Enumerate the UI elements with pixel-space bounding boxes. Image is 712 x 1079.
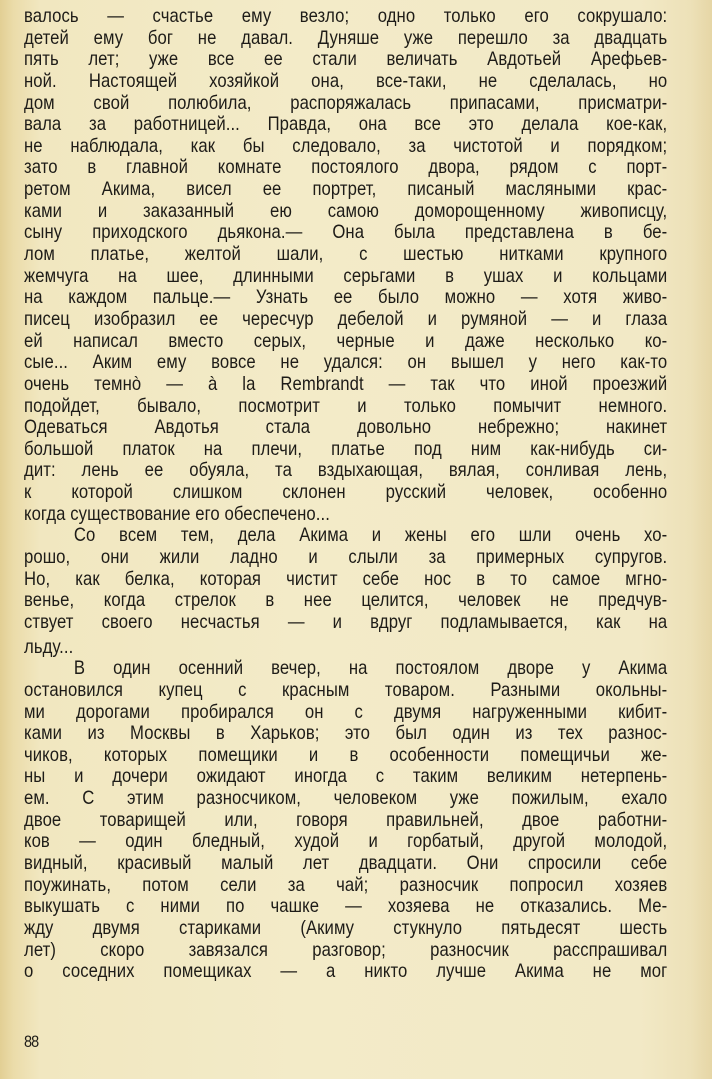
text-line: сые... Аким ему вовсе не удался: он вышел у него как-то (24, 351, 668, 374)
text-line: пять лет; уже все ее стали величать Авдотьей Арефьев- (24, 48, 668, 71)
text-line: Со всем тем, дела Акима и жены его шли очень хо- (73, 524, 668, 547)
text-line: рошо, они жили ладно и слыли за примерных супругов. (24, 546, 668, 569)
text-line: лом платье, желтой шали, с шестью нитками крупного (24, 243, 668, 266)
text-line: дит: лень ее обуяла, та вздыхающая, вялая, сонливая лень, (24, 459, 668, 482)
text-line: валось — счастье ему везло; одно только его сокрушало: (24, 5, 668, 27)
text-line: ствует своего несчастья — и вдруг подламывается, как на (24, 610, 668, 633)
text-line: к которой слишком склонен русский человек, особенно (24, 481, 668, 504)
text-line: зато в главной комнате постоялого двора, рядом с порт- (24, 156, 668, 179)
book-page-text (24, 6, 668, 983)
text-line: чиков, которых помещики и в особенности помещичьи же- (24, 743, 668, 766)
text-line: лет) скоро завязался разговор; разносчик расспрашивал (24, 938, 668, 961)
text-line: сыну приходского дьякона.— Она была представлена в бе- (24, 221, 668, 244)
text-line: видный, красивый малый лет двадцати. Они спросили себе (24, 851, 668, 874)
text-line: о соседних помещиках — а никто лучше Акима не мог (24, 960, 668, 983)
text-line: ем. С этим разносчиком, человеком уже пожилым, ехало (24, 787, 668, 810)
text-line: Но, как белка, которая чистит себе нос в то самое мгно- (24, 567, 668, 590)
text-line: поужинать, потом сели за чай; разносчик попросил хозяев (24, 873, 668, 896)
text-line: ны и дочери ожидают иногда с таким великим нетерпень- (24, 765, 668, 788)
text-line: ками и заказанный ею самою доморощенному живописцу, (24, 199, 668, 222)
text-line: выкушать с ними по чашке — хозяева не отказались. Ме- (24, 895, 668, 918)
text-line: ков — один бледный, худой и горбатый, другой молодой, (24, 830, 668, 853)
text-line: вала за работницей... Правда, она все это делала кое-как, (24, 113, 668, 136)
text-line: остановился купец с красным товаром. Разными окольны- (24, 678, 668, 701)
text-line: ной. Настоящей хозяйкой она, все-таки, не сделалась, но (24, 69, 668, 92)
text-line: венье, когда стрелок в нее целится, человек не предчув- (24, 589, 668, 612)
text-line: Одеваться Авдотья стала довольно небрежно; накинет (24, 416, 668, 439)
text-line: жду двумя стариками (Акиму стукнуло пятьдесят шесть (24, 916, 668, 939)
text-line: ретом Акима, висел ее портрет, писаный масляными крас- (24, 178, 668, 201)
text-line: двое товарищей или, говоря правильней, двое работни- (24, 808, 668, 831)
text-line: писец изобразил ее чересчур дебелой и румяной — и глаза (24, 307, 668, 330)
text-line: жемчуга на шее, длинными серьгами в ушах и кольцами (24, 264, 668, 287)
text-line: очень темнò — à la Rembrandt — так что иной проезжий (24, 372, 668, 395)
text-line: подойдет, бывало, посмотрит и только помычит немного. (24, 394, 668, 417)
text-line: льду... (24, 635, 74, 658)
text-line: не наблюдала, как бы следовало, за чистотой и порядком; (24, 134, 668, 157)
text-line: на каждом пальце.— Узнать ее было можно — хотя живо- (24, 286, 668, 309)
text-line: ей написал вместо серых, черные и даже несколько ко- (24, 329, 668, 352)
text-line: В один осенний вечер, на постоялом дворе у Акима (73, 657, 668, 680)
text-line: когда существование его обеспечено... (24, 502, 330, 525)
text-line: дом свой полюбила, распоряжалась припасами, присматри- (24, 91, 668, 114)
text-line: ми дорогами пробирался он с двумя нагруженными кибит- (24, 700, 668, 723)
text-line: большой платок на плечи, платье под ним как-нибудь си- (24, 437, 668, 460)
page-number: 88 (24, 1032, 39, 1051)
text-line: ками из Москвы в Харьков; это был один из тех разнос- (24, 722, 668, 745)
text-line: детей ему бог не давал. Дуняше уже перешло за двадцать (24, 26, 668, 49)
